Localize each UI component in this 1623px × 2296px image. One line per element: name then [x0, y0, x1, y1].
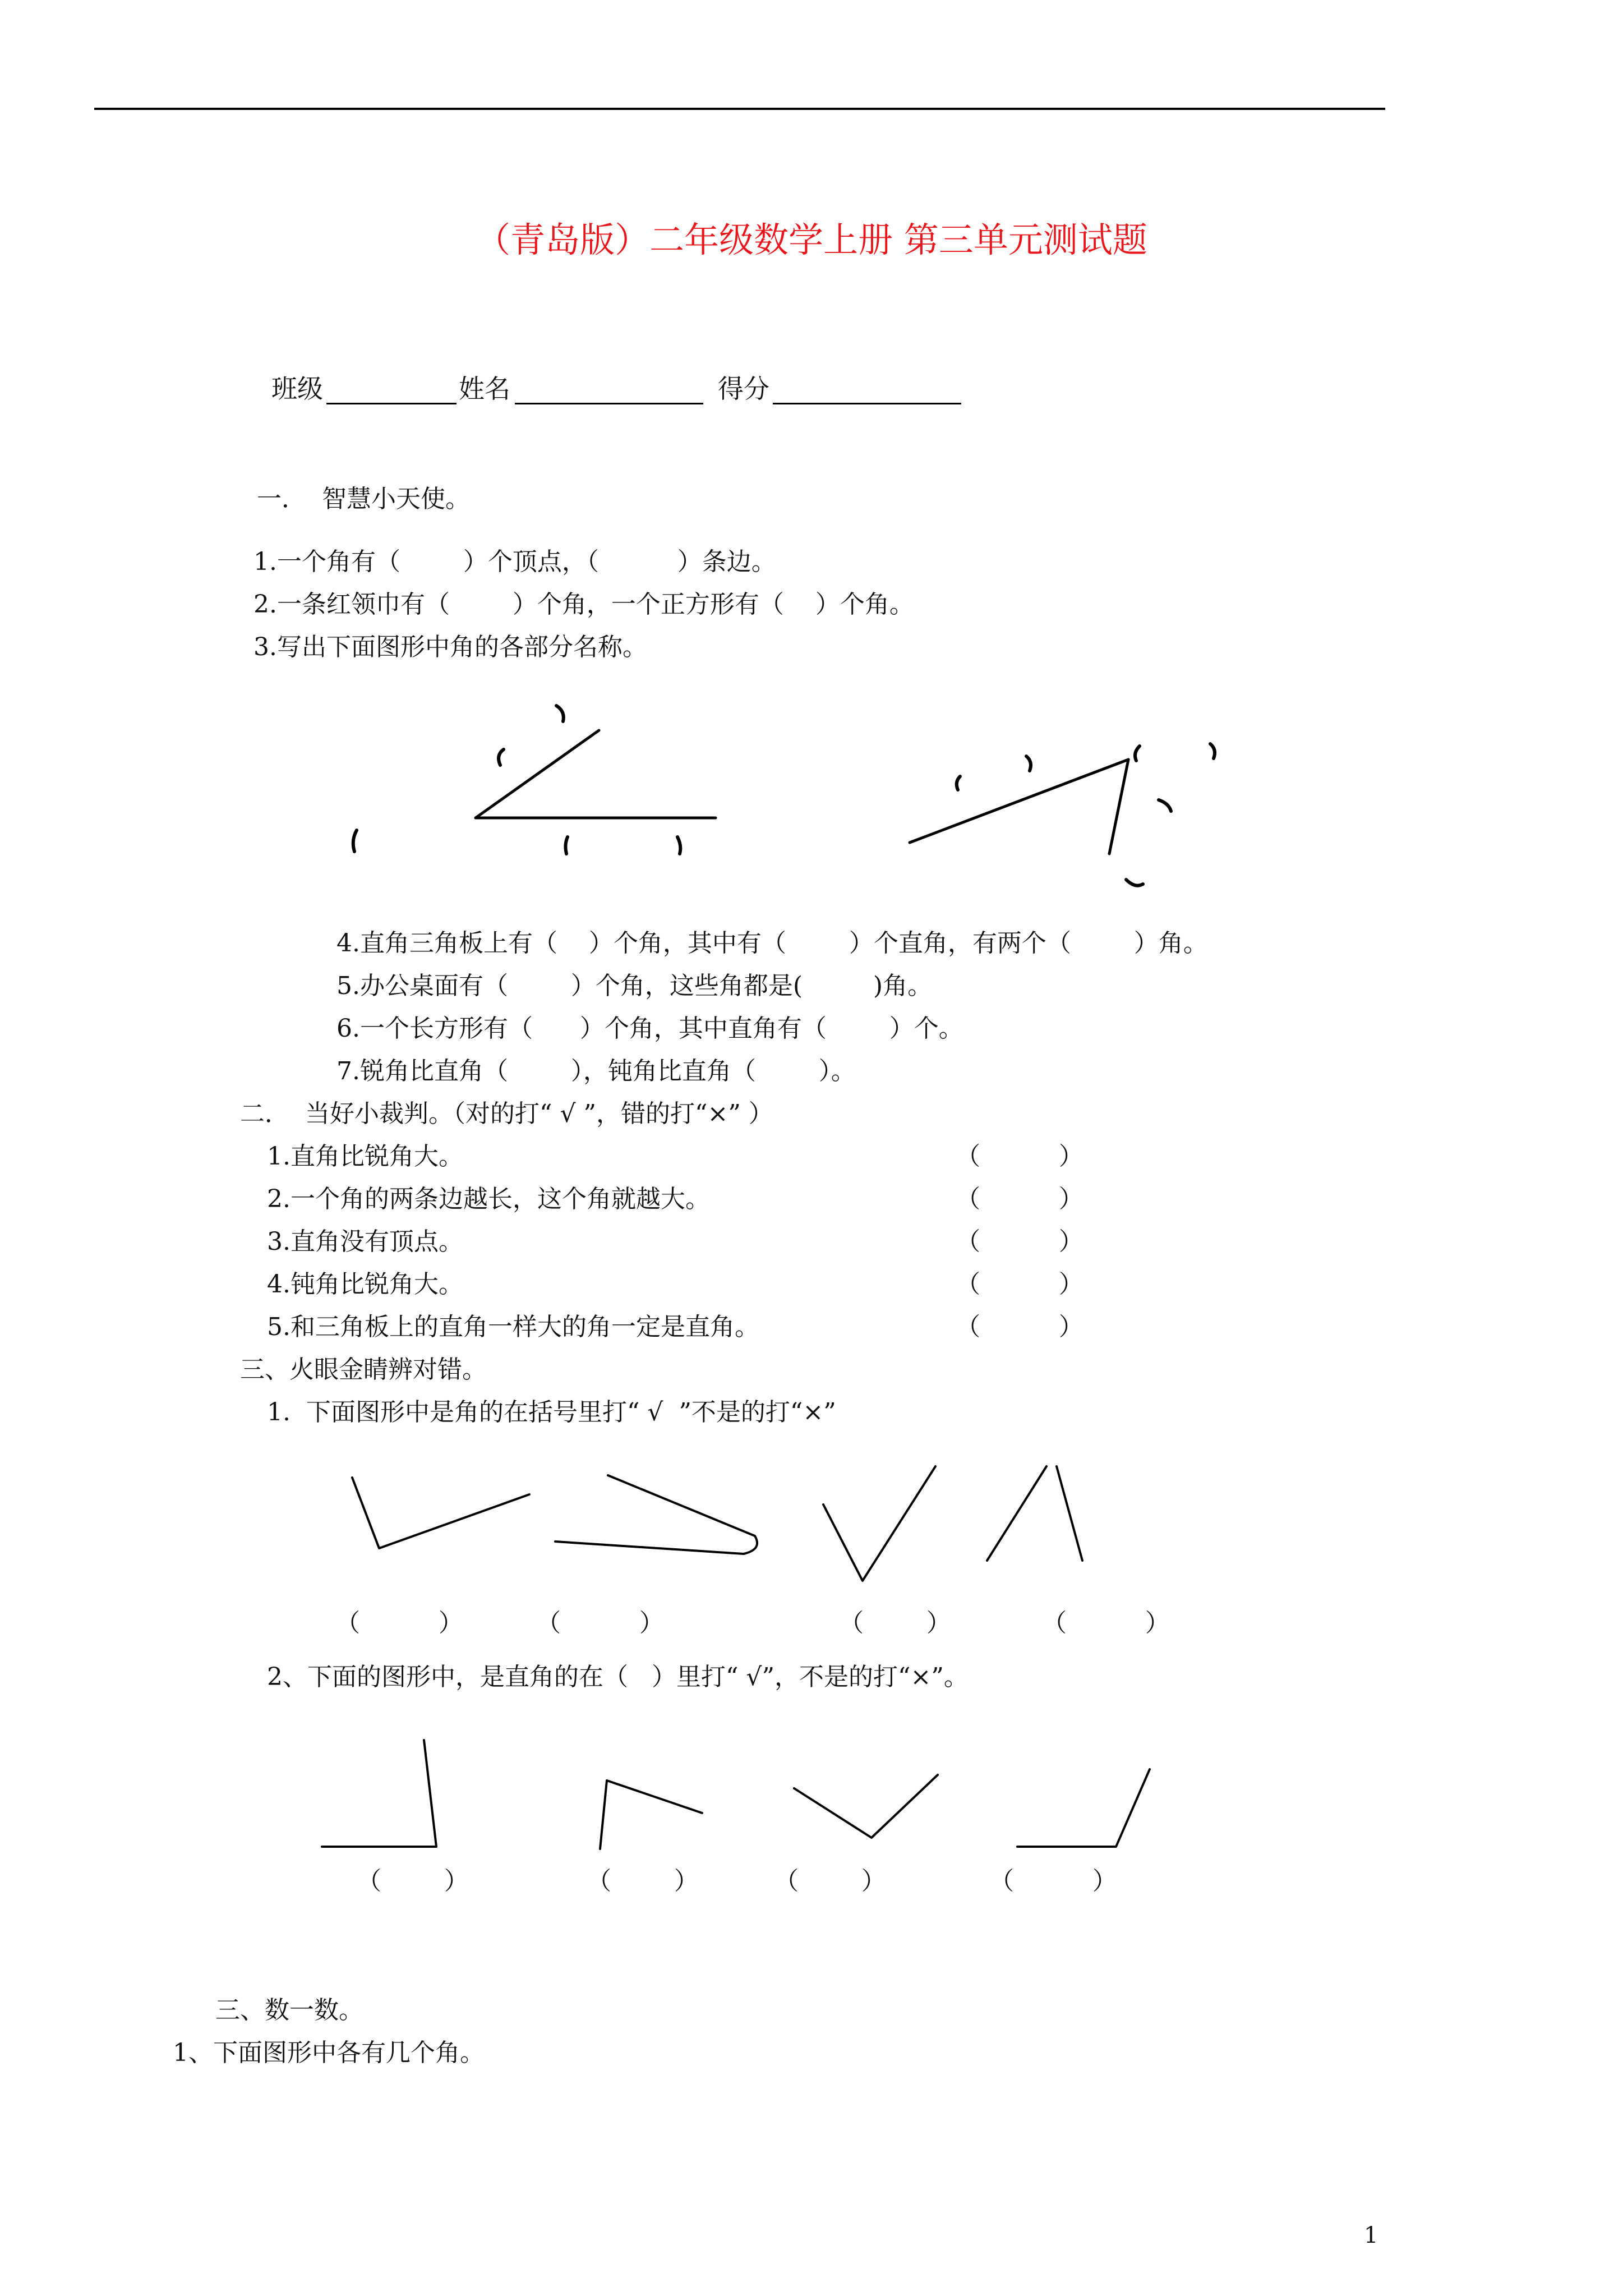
s1-q7: 7.锐角比直角（ ），钝角比直角（ ）。 — [336, 1057, 856, 1085]
score-blank[interactable] — [773, 403, 961, 404]
s3-q2-answer-2[interactable]: （ ） — [587, 1867, 699, 1895]
s2-answer-2[interactable]: （ ） — [956, 1185, 1083, 1213]
s1-q1: 1.一个角有（ ）个顶点，（ ）条边。 — [253, 547, 776, 576]
s1-q6: 6.一个长方形有（ ）个角，其中直角有（ ）个。 — [336, 1014, 963, 1043]
s2-item-2: 2.一个角的两条边越长，这个角就越大。 — [267, 1185, 710, 1213]
s3-q2-answer-1[interactable]: （ ） — [357, 1867, 469, 1895]
s2-answer-3[interactable]: （ ） — [956, 1227, 1083, 1256]
class-label: 班级 — [271, 374, 323, 404]
s2-item-1: 1.直角比锐角大。 — [267, 1142, 463, 1171]
s1-q2: 2.一条红领巾有（ ）个角，一个正方形有（ ）个角。 — [253, 590, 914, 619]
s2-answer-5[interactable]: （ ） — [956, 1313, 1083, 1341]
s3-q1-answer-3[interactable]: （ ） — [839, 1609, 951, 1637]
section3-heading: 三、火眼金睛辨对错。 — [240, 1355, 487, 1384]
page-number: 1 — [1364, 2223, 1378, 2248]
section1-heading: 一． 智慧小天使。 — [257, 485, 470, 513]
s4-q1: 1、下面图形中各有几个角。 — [173, 2039, 485, 2067]
name-label: 姓名 — [459, 374, 510, 404]
angle-parts-figure-2 — [886, 724, 1245, 903]
s3-q1-answer-2[interactable]: （ ） — [536, 1609, 664, 1637]
s3-q2-answer-4[interactable]: （ ） — [989, 1867, 1117, 1895]
right-angle-shapes — [314, 1733, 1166, 1862]
section2-heading: 二． 当好小裁判。（对的打“ √ ”，错的打“×” ） — [240, 1099, 773, 1128]
angle-shapes-row-1 — [325, 1453, 1178, 1599]
section4-heading: 三、数一数。 — [215, 1996, 363, 2024]
class-blank[interactable] — [326, 403, 457, 404]
s3-q2-answer-3[interactable]: （ ） — [774, 1867, 886, 1895]
page-title: （青岛版）二年级数学上册 第三单元测试题 — [476, 219, 1147, 260]
s2-item-5: 5.和三角板上的直角一样大的角一定是直角。 — [267, 1313, 759, 1341]
score-label: 得分 — [718, 374, 769, 404]
s1-q5: 5.办公桌面有（ ）个角，这些角都是( )角。 — [336, 972, 933, 1000]
s3-q1-answer-4[interactable]: （ ） — [1042, 1609, 1170, 1637]
s2-answer-1[interactable]: （ ） — [956, 1142, 1083, 1171]
s3-q1: 1. 下面图形中是角的在括号里打“ √ ”不是的打“×” — [267, 1398, 836, 1427]
angle-parts-figure-1 — [336, 690, 740, 869]
s1-q4: 4.直角三角板上有（ ）个角，其中有（ ）个直角，有两个（ ）角。 — [336, 929, 1208, 958]
header-rule — [94, 108, 1385, 110]
s3-q1-answer-1[interactable]: （ ） — [335, 1609, 463, 1637]
s2-item-3: 3.直角没有顶点。 — [267, 1227, 463, 1256]
s2-item-4: 4.钝角比锐角大。 — [267, 1270, 463, 1299]
s3-q2: 2、下面的图形中，是直角的在（ ）里打“ √”，不是的打“×”。 — [267, 1663, 969, 1691]
s1-q3: 3.写出下面图形中角的各部分名称。 — [253, 633, 647, 661]
s2-answer-4[interactable]: （ ） — [956, 1270, 1083, 1299]
name-blank[interactable] — [515, 403, 703, 404]
